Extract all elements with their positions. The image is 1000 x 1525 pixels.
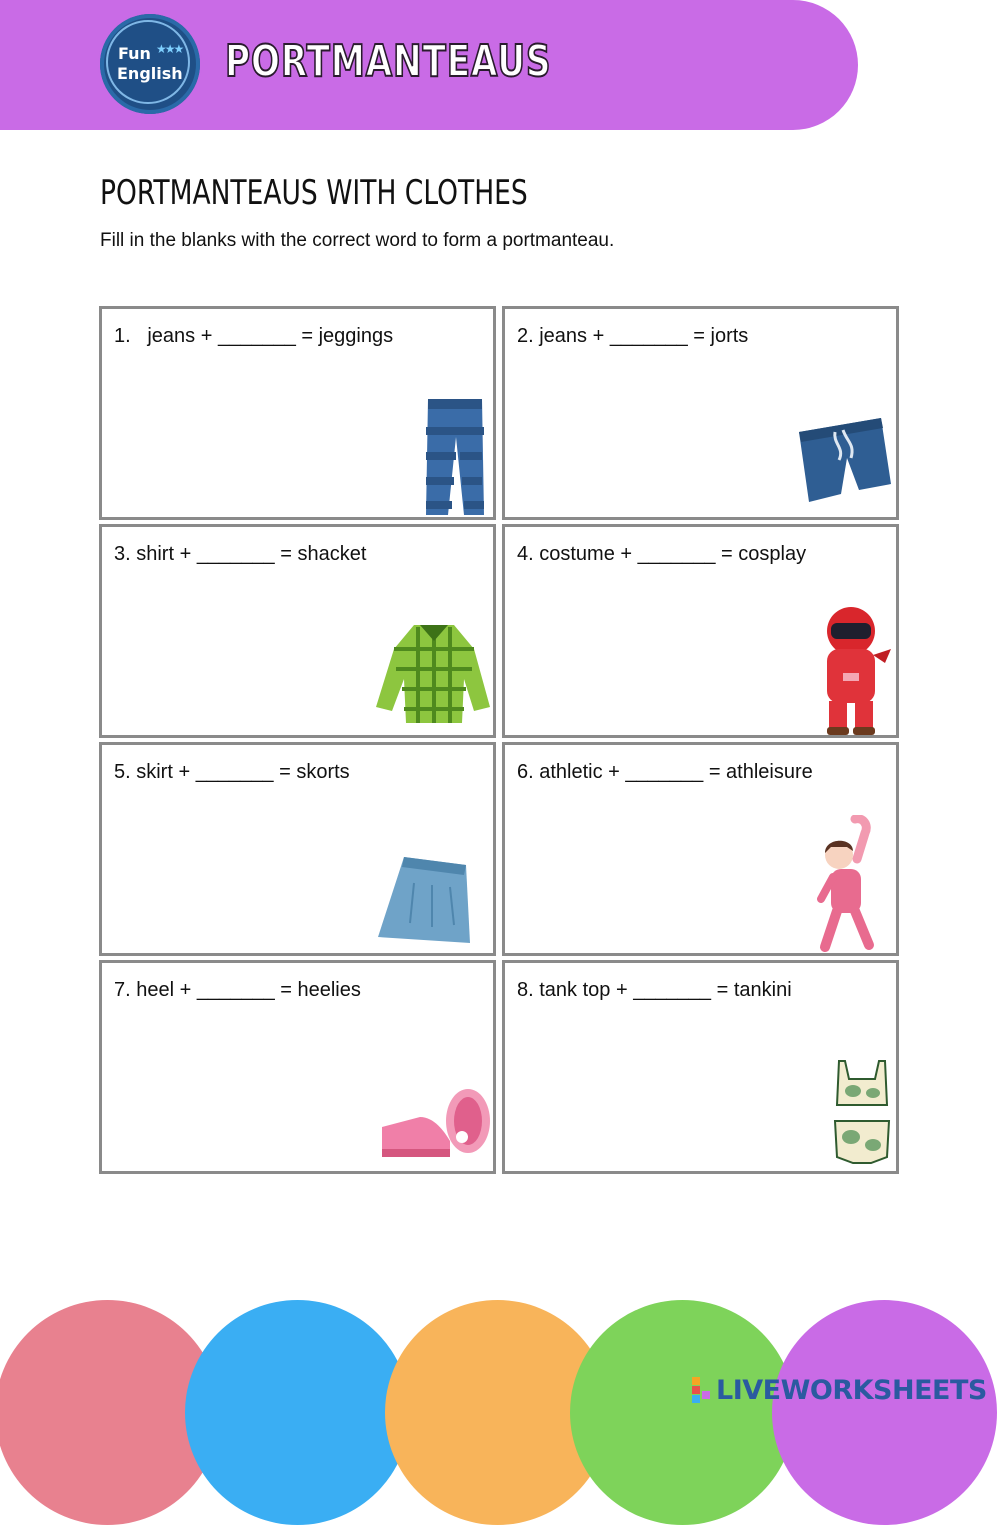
question-text: 5. skirt + _______ = skorts xyxy=(114,761,350,783)
footer-bubble-green xyxy=(570,1300,795,1525)
question-text: 8. tank top + _______ = tankini xyxy=(517,979,792,1001)
shorts-icon xyxy=(795,414,895,509)
question-cell-8 xyxy=(502,960,899,1174)
question-cell-3 xyxy=(99,524,496,738)
page-title: PORTMANTEAUS xyxy=(225,36,552,87)
question-text: 6. athletic + _______ = athleisure xyxy=(517,761,813,783)
liveworksheets-watermark xyxy=(692,1370,987,1410)
stretching-girl-icon xyxy=(817,815,897,955)
jeggings-icon xyxy=(420,397,490,517)
question-cell-5 xyxy=(99,742,496,956)
watermark-text: LIVEWORKSHEETS xyxy=(716,1374,987,1406)
questions-grid xyxy=(99,306,901,1176)
tankini-icon xyxy=(831,1059,893,1167)
section-title: PORTMANTEAUS WITH CLOTHES xyxy=(100,173,528,213)
plaid-jacket-icon xyxy=(374,619,494,729)
question-text: 1. jeans + _______ = jeggings xyxy=(114,325,394,347)
hero-costume-icon xyxy=(815,605,895,737)
logo-stars-icon: ★★★ xyxy=(156,42,183,56)
logo-text-line2: English xyxy=(117,64,183,83)
question-cell-2 xyxy=(502,306,899,520)
fun-english-logo xyxy=(100,14,200,114)
question-cell-1 xyxy=(99,306,496,520)
footer-bubble-blue xyxy=(185,1300,410,1525)
instructions: Fill in the blanks with the correct word to form a portmanteau. xyxy=(100,230,615,251)
question-text: 4. costume + _______ = cosplay xyxy=(517,543,807,565)
question-text: 7. heel + _______ = heelies xyxy=(114,979,361,1001)
logo-text-line1: Fun xyxy=(118,44,151,63)
liveworksheets-logo-icon xyxy=(692,1377,712,1403)
question-cell-4 xyxy=(502,524,899,738)
question-text: 2. jeans + _______ = jorts xyxy=(517,325,749,347)
footer-bubble-purple xyxy=(772,1300,997,1525)
skirt-icon xyxy=(374,853,474,949)
question-cell-6 xyxy=(502,742,899,956)
question-text: 3. shirt + _______ = shacket xyxy=(114,543,367,565)
heelies-shoes-icon xyxy=(380,1087,496,1163)
question-cell-7 xyxy=(99,960,496,1174)
